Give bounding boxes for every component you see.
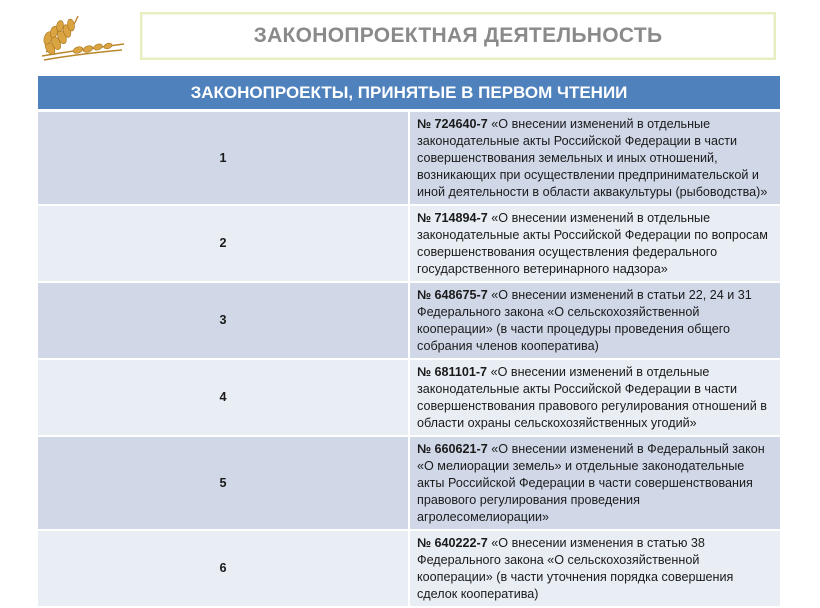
- wheat-ears-icon: [38, 10, 128, 66]
- table-row: [38, 282, 780, 359]
- bill-title: «О внесении изменений в отдельные законодательные акты Российской Федерации по вопросам совершенствования осуществления федерального государственного ветеринарного надзора»: [417, 211, 768, 276]
- table-row: [38, 359, 780, 436]
- bill-number: № 724640-7: [417, 117, 488, 131]
- bill-number: № 681101-7: [417, 365, 488, 379]
- bill-title: «О внесении изменений в отдельные законодательные акты Российской Федерации в части совершенствования правового регулирования отношений в области охраны сельскохозяйственных угодий»: [417, 365, 767, 430]
- table-heading: ЗАКОНОПРОЕКТЫ, ПРИНЯТЫЕ В ПЕРВОМ ЧТЕНИИ: [38, 76, 780, 111]
- bill-number: № 714894-7: [417, 211, 488, 225]
- bill-title: «О внесении изменений в Федеральный закон «О мелиорации земель» и отдельные законодательные акты Российской Федерации в части совершенствования правового регулирования проведения агролесомелиорации»: [417, 442, 765, 524]
- bill-title: «О внесении изменения в статью 38 Федерального закона «О сельскохозяйственной кооперации» (в части уточнения порядка совершения сделок кооператива): [417, 536, 734, 601]
- bill-description: [409, 359, 780, 436]
- bill-description: [409, 205, 780, 282]
- row-number: 5: [38, 436, 409, 530]
- bill-description: [409, 111, 780, 206]
- table-row: [38, 111, 780, 206]
- table-row: [38, 530, 780, 607]
- bill-description: [409, 436, 780, 530]
- page-title: ЗАКОНОПРОЕКТНАЯ ДЕЯТЕЛЬНОСТЬ: [253, 24, 663, 47]
- row-number: 3: [38, 282, 409, 359]
- bill-title: «О внесении изменений в статьи 22, 24 и 31 Федерального закона «О сельскохозяйственной кооперации» (в части процедуры проведения общего собрания членов кооператива): [417, 288, 752, 353]
- bill-description: [409, 530, 780, 607]
- bill-number: № 640222-7: [417, 536, 488, 550]
- row-number: 4: [38, 359, 409, 436]
- bill-title: «О внесении изменений в отдельные законодательные акты Российской Федерации в части совершенствования земельных и иных отношений, возникающих при осуществлении предпринимательской и иной деятельности в области аквакультуры (рыбоводства)»: [417, 117, 768, 199]
- table-row: [38, 205, 780, 282]
- bill-number: № 648675-7: [417, 288, 488, 302]
- title-box: [140, 12, 776, 60]
- row-number: 6: [38, 530, 409, 607]
- bill-description: [409, 282, 780, 359]
- table-row: [38, 436, 780, 530]
- bill-number: № 660621-7: [417, 442, 488, 456]
- table-header-row: [38, 76, 780, 111]
- bills-table: [38, 76, 780, 608]
- row-number: 2: [38, 205, 409, 282]
- row-number: 1: [38, 111, 409, 206]
